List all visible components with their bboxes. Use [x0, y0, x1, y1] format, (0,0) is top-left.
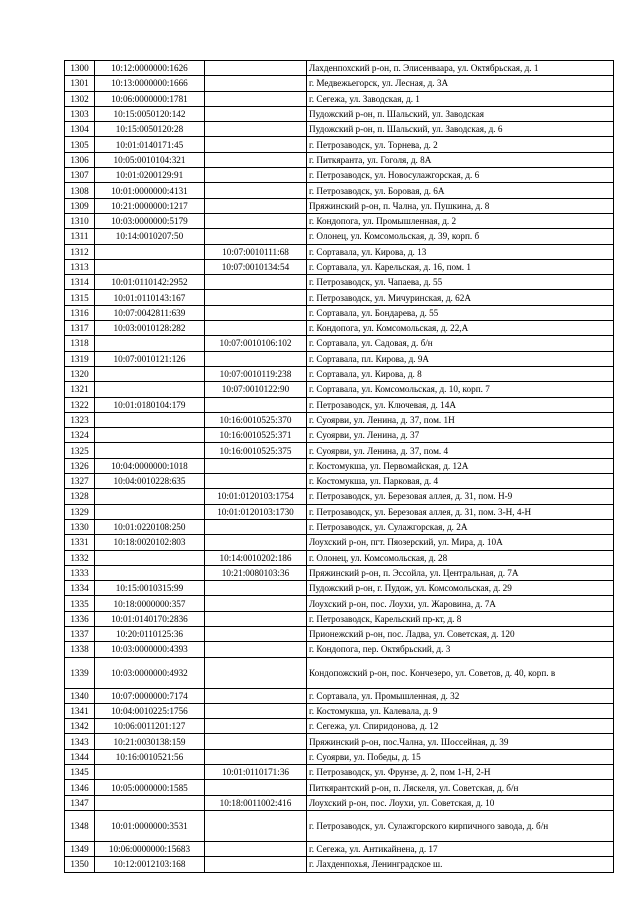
address-cell: г. Сортавала, ул. Бондарева, д. 55 [307, 305, 614, 320]
address-cell: г. Петрозаводск, ул. Ключевая, д. 14А [307, 397, 614, 412]
cadastral-number-cell: 10:06:0000000:1781 [95, 91, 205, 106]
table-row [65, 382, 614, 397]
cadastral-number-cell: 10:04:0000000:1018 [95, 458, 205, 473]
address-cell: Лоухский р-он, пос. Лоухи, ул. Жаровина, д. 7А [307, 596, 614, 611]
table-row [65, 841, 614, 856]
row-number: 1335 [65, 596, 95, 611]
cadastral-number-cell [95, 428, 205, 443]
table-row [65, 596, 614, 611]
address-cell: г. Сортавала, ул. Карельская, д. 16, пом. 1 [307, 259, 614, 274]
cadastral-number-cell: 10:14:0010207:50 [95, 229, 205, 244]
table-row [65, 565, 614, 580]
cadastral-number-cell: 10:12:0012103:168 [95, 857, 205, 872]
table-row [65, 137, 614, 152]
cadastral-number-cell [95, 795, 205, 810]
cadastral-number-cell: 10:16:0010521:56 [95, 749, 205, 764]
premises-cadastral-number-cell [205, 519, 307, 534]
row-number: 1313 [65, 259, 95, 274]
table-row [65, 152, 614, 167]
row-number: 1339 [65, 657, 95, 688]
cadastral-number-cell: 10:13:0000000:1666 [95, 76, 205, 91]
table-row [65, 168, 614, 183]
table-row [65, 290, 614, 305]
address-cell: г. Сегежа, ул. Заводская, д. 1 [307, 91, 614, 106]
table-row [65, 581, 614, 596]
premises-cadastral-number-cell [205, 213, 307, 228]
table-row [65, 734, 614, 749]
address-cell: г. Петрозаводск, ул. Березовая аллея, д. 31, пом. Н-9 [307, 489, 614, 504]
premises-cadastral-number-cell [205, 106, 307, 121]
row-number: 1344 [65, 749, 95, 764]
table-row [65, 550, 614, 565]
cadastral-number-cell: 10:01:0220108:250 [95, 519, 205, 534]
premises-cadastral-number-cell: 10:18:0011002:416 [205, 795, 307, 810]
cadastral-number-cell: 10:15:0050120:142 [95, 106, 205, 121]
premises-cadastral-number-cell [205, 535, 307, 550]
cadastral-number-cell: 10:12:0000000:1626 [95, 61, 205, 76]
address-cell: Лахденпохский р-он, п. Элисенваара, ул. Октябрьская, д. 1 [307, 61, 614, 76]
cadastral-number-cell: 10:01:0110142:2952 [95, 275, 205, 290]
table-row [65, 535, 614, 550]
table-row [65, 657, 614, 688]
cadastral-number-cell [95, 412, 205, 427]
cadastral-number-cell [95, 489, 205, 504]
address-cell: г. Сортавала, ул. Садовая, д. б/н [307, 336, 614, 351]
address-cell: г. Сортавала, ул. Кирова, д. 8 [307, 366, 614, 381]
premises-cadastral-number-cell: 10:21:0080103:36 [205, 565, 307, 580]
address-cell: г. Петрозаводск, Карельский пр-кт, д. 8 [307, 611, 614, 626]
row-number: 1310 [65, 213, 95, 228]
address-cell: г. Петрозаводск, ул. Торнева, д. 2 [307, 137, 614, 152]
address-cell: Кондопожский р-он, пос. Кончезеро, ул. Советов, д. 40, корп. в [307, 657, 614, 688]
row-number: 1338 [65, 642, 95, 657]
cadastral-number-cell: 10:01:0140171:45 [95, 137, 205, 152]
row-number: 1317 [65, 321, 95, 336]
cadastral-number-cell [95, 382, 205, 397]
premises-cadastral-number-cell [205, 810, 307, 841]
row-number: 1312 [65, 244, 95, 259]
address-cell: г. Олонец, ул. Комсомольская, д. 28 [307, 550, 614, 565]
address-cell: Пряжинский р-он, пос.Чална, ул. Шоссейная, д. 39 [307, 734, 614, 749]
premises-cadastral-number-cell [205, 611, 307, 626]
row-number: 1315 [65, 290, 95, 305]
address-cell: Пудожский р-он, г. Пудож, ул. Комсомольская, д. 29 [307, 581, 614, 596]
cadastral-number-cell: 10:04:0010228:635 [95, 474, 205, 489]
address-cell: Лоухский р-он, пос. Лоухи, ул. Советская, д. 10 [307, 795, 614, 810]
table-row [65, 857, 614, 872]
address-cell: Прионежский р-он, пос. Ладва, ул. Советская, д. 120 [307, 626, 614, 641]
row-number: 1311 [65, 229, 95, 244]
address-cell: г. Петрозаводск, ул. Мичуринская, д. 62А [307, 290, 614, 305]
table-row [65, 719, 614, 734]
table-row [65, 275, 614, 290]
table-row [65, 703, 614, 718]
table-row [65, 611, 614, 626]
cadastral-number-cell: 10:05:0010104:321 [95, 152, 205, 167]
row-number: 1333 [65, 565, 95, 580]
table-row [65, 504, 614, 519]
table-row [65, 443, 614, 458]
row-number: 1307 [65, 168, 95, 183]
cadastral-number-cell: 10:03:0010128:282 [95, 321, 205, 336]
address-cell: г. Петрозаводск, ул. Новосулажгорская, д. 6 [307, 168, 614, 183]
premises-cadastral-number-cell [205, 183, 307, 198]
table-row [65, 321, 614, 336]
row-number: 1342 [65, 719, 95, 734]
row-number: 1347 [65, 795, 95, 810]
premises-cadastral-number-cell: 10:01:0120103:1754 [205, 489, 307, 504]
premises-cadastral-number-cell [205, 719, 307, 734]
address-cell: г. Сортавала, ул. Комсомольская, д. 10, корп. 7 [307, 382, 614, 397]
table-row [65, 106, 614, 121]
table-row [65, 229, 614, 244]
table-row [65, 91, 614, 106]
premises-cadastral-number-cell: 10:01:0120103:1730 [205, 504, 307, 519]
cadastral-number-cell: 10:04:0010225:1756 [95, 703, 205, 718]
premises-cadastral-number-cell [205, 458, 307, 473]
table-row [65, 765, 614, 780]
premises-cadastral-number-cell [205, 657, 307, 688]
table-row [65, 489, 614, 504]
property-register-table [64, 60, 614, 873]
address-cell: г. Петрозаводск, ул. Сулажгорская, д. 2А [307, 519, 614, 534]
row-number: 1326 [65, 458, 95, 473]
address-cell: г. Кондопога, пер. Октябрьский, д. 3 [307, 642, 614, 657]
premises-cadastral-number-cell [205, 305, 307, 320]
premises-cadastral-number-cell: 10:16:0010525:371 [205, 428, 307, 443]
address-cell: г. Петрозаводск, ул. Фрунзе, д. 2, пом 1-Н, 2-Н [307, 765, 614, 780]
premises-cadastral-number-cell: 10:07:0010111:68 [205, 244, 307, 259]
cadastral-number-cell: 10:06:0011201:127 [95, 719, 205, 734]
table-row [65, 688, 614, 703]
premises-cadastral-number-cell [205, 841, 307, 856]
address-cell: г. Петрозаводск, ул. Чапаева, д. 55 [307, 275, 614, 290]
table-row [65, 351, 614, 366]
cadastral-number-cell [95, 443, 205, 458]
cadastral-number-cell: 10:07:0010121:126 [95, 351, 205, 366]
cadastral-number-cell [95, 565, 205, 580]
cadastral-number-cell: 10:21:0000000:1217 [95, 198, 205, 213]
cadastral-number-cell: 10:01:0140170:2836 [95, 611, 205, 626]
premises-cadastral-number-cell [205, 734, 307, 749]
address-cell: г. Сортавала, пл. Кирова, д. 9А [307, 351, 614, 366]
address-cell: г. Лахденпохья, Ленинградское ш. [307, 857, 614, 872]
cadastral-number-cell: 10:18:0000000:357 [95, 596, 205, 611]
premises-cadastral-number-cell: 10:16:0010525:375 [205, 443, 307, 458]
table-row [65, 397, 614, 412]
cadastral-number-cell: 10:01:0200129:91 [95, 168, 205, 183]
premises-cadastral-number-cell [205, 474, 307, 489]
premises-cadastral-number-cell [205, 76, 307, 91]
row-number: 1349 [65, 841, 95, 856]
address-cell: г. Костомукша, ул. Калевала, д. 9 [307, 703, 614, 718]
cadastral-number-cell: 10:03:0000000:4393 [95, 642, 205, 657]
premises-cadastral-number-cell: 10:07:0010106:102 [205, 336, 307, 351]
premises-cadastral-number-cell [205, 703, 307, 718]
row-number: 1309 [65, 198, 95, 213]
table-row [65, 336, 614, 351]
premises-cadastral-number-cell [205, 229, 307, 244]
row-number: 1318 [65, 336, 95, 351]
premises-cadastral-number-cell: 10:01:0110171:36 [205, 765, 307, 780]
cadastral-number-cell [95, 366, 205, 381]
address-cell: г. Кондопога, ул. Промышленная, д. 2 [307, 213, 614, 228]
row-number: 1340 [65, 688, 95, 703]
table-row [65, 122, 614, 137]
cadastral-number-cell: 10:07:0000000:7174 [95, 688, 205, 703]
row-number: 1319 [65, 351, 95, 366]
address-cell: Питкярантский р-он, п. Ляскеля, ул. Советская, д. б/н [307, 780, 614, 795]
premises-cadastral-number-cell [205, 122, 307, 137]
cadastral-number-cell: 10:18:0020102:803 [95, 535, 205, 550]
table-row [65, 259, 614, 274]
address-cell: г. Суоярви, ул. Ленина, д. 37, пом. 4 [307, 443, 614, 458]
address-cell: г. Питкяранта, ул. Гоголя, д. 8А [307, 152, 614, 167]
cadastral-number-cell: 10:01:0110143:167 [95, 290, 205, 305]
premises-cadastral-number-cell [205, 780, 307, 795]
premises-cadastral-number-cell [205, 152, 307, 167]
premises-cadastral-number-cell: 10:07:0010134:54 [205, 259, 307, 274]
row-number: 1323 [65, 412, 95, 427]
address-cell: Лоухский р-он, пгт. Пяозерский, ул. Мира, д. 10А [307, 535, 614, 550]
address-cell: г. Петрозаводск, ул. Сулажгорского кирпичного завода, д. б/н [307, 810, 614, 841]
cadastral-number-cell: 10:01:0180104:179 [95, 397, 205, 412]
table-row [65, 795, 614, 810]
row-number: 1308 [65, 183, 95, 198]
cadastral-number-cell [95, 765, 205, 780]
address-cell: г. Суоярви, ул. Ленина, д. 37, пом. 1Н [307, 412, 614, 427]
premises-cadastral-number-cell: 10:07:0010119:238 [205, 366, 307, 381]
table-row [65, 428, 614, 443]
premises-cadastral-number-cell [205, 275, 307, 290]
premises-cadastral-number-cell [205, 596, 307, 611]
table-row [65, 244, 614, 259]
table-row [65, 749, 614, 764]
address-cell: г. Суоярви, ул. Ленина, д. 37 [307, 428, 614, 443]
address-cell: Пряжинский р-он, п. Чална, ул. Пушкина, д. 8 [307, 198, 614, 213]
address-cell: Пудожский р-он, п. Шальский, ул. Заводская, д. 6 [307, 122, 614, 137]
address-cell: Пряжинский р-он, п. Эссойла, ул. Центральная, д. 7А [307, 565, 614, 580]
table-row [65, 474, 614, 489]
cadastral-number-cell [95, 550, 205, 565]
row-number: 1332 [65, 550, 95, 565]
table-row [65, 626, 614, 641]
premises-cadastral-number-cell [205, 91, 307, 106]
address-cell: г. Сегежа, ул. Антикайнена, д. 17 [307, 841, 614, 856]
row-number: 1324 [65, 428, 95, 443]
row-number: 1331 [65, 535, 95, 550]
address-cell: г. Медвежьегорск, ул. Лесная, д. 3А [307, 76, 614, 91]
cadastral-number-cell [95, 336, 205, 351]
address-cell: г. Сортавала, ул. Кирова, д. 13 [307, 244, 614, 259]
table-row [65, 412, 614, 427]
row-number: 1345 [65, 765, 95, 780]
row-number: 1321 [65, 382, 95, 397]
address-cell: г. Олонец, ул. Комсомольская, д. 39, корп. б [307, 229, 614, 244]
address-cell: г. Кондопога, ул. Комсомольская, д. 22,А [307, 321, 614, 336]
premises-cadastral-number-cell [205, 581, 307, 596]
premises-cadastral-number-cell: 10:07:0010122:90 [205, 382, 307, 397]
premises-cadastral-number-cell [205, 749, 307, 764]
cadastral-number-cell: 10:01:0000000:3531 [95, 810, 205, 841]
row-number: 1314 [65, 275, 95, 290]
table-row [65, 183, 614, 198]
row-number: 1350 [65, 857, 95, 872]
row-number: 1302 [65, 91, 95, 106]
row-number: 1304 [65, 122, 95, 137]
premises-cadastral-number-cell [205, 351, 307, 366]
premises-cadastral-number-cell [205, 137, 307, 152]
cadastral-number-cell: 10:21:0030138:159 [95, 734, 205, 749]
row-number: 1320 [65, 366, 95, 381]
cadastral-number-cell [95, 504, 205, 519]
table-body [65, 61, 614, 873]
premises-cadastral-number-cell [205, 198, 307, 213]
address-cell: г. Костомукша, ул. Парковая, д. 4 [307, 474, 614, 489]
row-number: 1305 [65, 137, 95, 152]
row-number: 1341 [65, 703, 95, 718]
address-cell: г. Суоярви, ул. Победы, д. 15 [307, 749, 614, 764]
premises-cadastral-number-cell [205, 688, 307, 703]
table-row [65, 458, 614, 473]
table-row [65, 780, 614, 795]
address-cell: Пудожский р-он, п. Шальский, ул. Заводская [307, 106, 614, 121]
premises-cadastral-number-cell [205, 61, 307, 76]
row-number: 1336 [65, 611, 95, 626]
cadastral-number-cell: 10:05:0000000:1585 [95, 780, 205, 795]
row-number: 1329 [65, 504, 95, 519]
premises-cadastral-number-cell [205, 857, 307, 872]
cadastral-number-cell: 10:15:0050120:28 [95, 122, 205, 137]
premises-cadastral-number-cell [205, 321, 307, 336]
table-row [65, 642, 614, 657]
address-cell: г. Сегежа, ул. Спиридонова, д. 12 [307, 719, 614, 734]
address-cell: г. Петрозаводск, ул. Березовая аллея, д. 31, пом. 3-Н, 4-Н [307, 504, 614, 519]
row-number: 1325 [65, 443, 95, 458]
address-cell: г. Петрозаводск, ул. Боровая, д. 6А [307, 183, 614, 198]
cadastral-number-cell [95, 244, 205, 259]
premises-cadastral-number-cell [205, 397, 307, 412]
row-number: 1328 [65, 489, 95, 504]
row-number: 1343 [65, 734, 95, 749]
row-number: 1327 [65, 474, 95, 489]
address-cell: г. Костомукша, ул. Первомайская, д. 12А [307, 458, 614, 473]
premises-cadastral-number-cell: 10:14:0010202:186 [205, 550, 307, 565]
cadastral-number-cell: 10:06:0000000:15683 [95, 841, 205, 856]
cadastral-number-cell: 10:01:0000000:4131 [95, 183, 205, 198]
premises-cadastral-number-cell: 10:16:0010525:370 [205, 412, 307, 427]
table-row [65, 213, 614, 228]
premises-cadastral-number-cell [205, 290, 307, 305]
address-cell: г. Сортавала, ул. Промышленная, д. 32 [307, 688, 614, 703]
row-number: 1334 [65, 581, 95, 596]
cadastral-number-cell: 10:03:0000000:5179 [95, 213, 205, 228]
table-row [65, 198, 614, 213]
premises-cadastral-number-cell [205, 626, 307, 641]
table-row [65, 61, 614, 76]
row-number: 1337 [65, 626, 95, 641]
table-row [65, 76, 614, 91]
cadastral-number-cell: 10:07:0042811:639 [95, 305, 205, 320]
premises-cadastral-number-cell [205, 642, 307, 657]
cadastral-number-cell: 10:20:0110125:36 [95, 626, 205, 641]
table-row [65, 366, 614, 381]
row-number: 1348 [65, 810, 95, 841]
row-number: 1346 [65, 780, 95, 795]
cadastral-number-cell: 10:15:0010315:99 [95, 581, 205, 596]
table-row [65, 519, 614, 534]
row-number: 1300 [65, 61, 95, 76]
row-number: 1330 [65, 519, 95, 534]
row-number: 1322 [65, 397, 95, 412]
table-row [65, 305, 614, 320]
table-row [65, 810, 614, 841]
row-number: 1301 [65, 76, 95, 91]
cadastral-number-cell: 10:03:0000000:4932 [95, 657, 205, 688]
cadastral-number-cell [95, 259, 205, 274]
row-number: 1306 [65, 152, 95, 167]
row-number: 1316 [65, 305, 95, 320]
premises-cadastral-number-cell [205, 168, 307, 183]
row-number: 1303 [65, 106, 95, 121]
